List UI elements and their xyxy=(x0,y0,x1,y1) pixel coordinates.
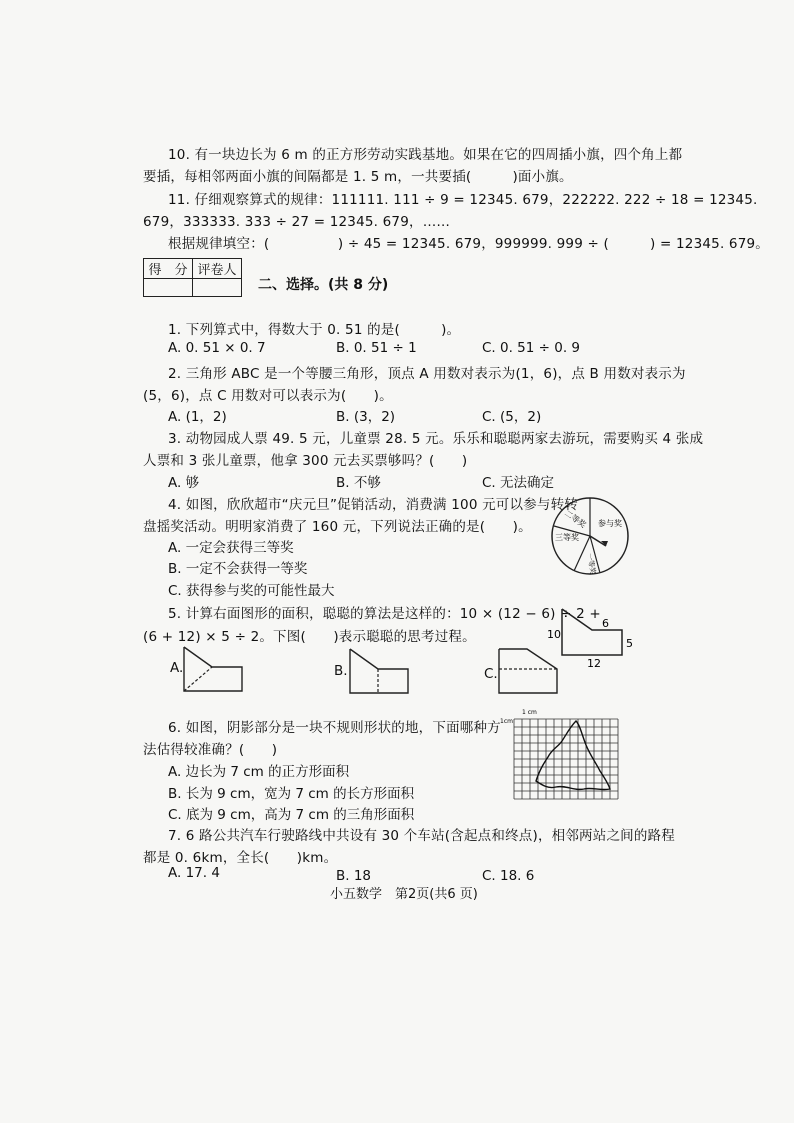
wheel-first-prize: 一等奖 xyxy=(585,552,597,575)
grader-cell[interactable] xyxy=(193,279,242,297)
c7-option-a: A. 17. 4 xyxy=(168,865,220,881)
score-cell[interactable] xyxy=(144,279,193,297)
prize-wheel xyxy=(550,496,630,576)
grid-label-horizontal: 1 cm xyxy=(522,709,537,716)
c3-line2: 人票和 3 张儿童票，他拿 300 元去买票够吗？( ) xyxy=(143,453,468,469)
c5-label-6: 6 xyxy=(602,617,609,630)
c4-line2: 盘摇奖活动。明明家消费了 160 元，下列说法正确的是( )。 xyxy=(143,519,532,535)
q10-line1: 10. 有一块边长为 6 m 的正方形劳动实践基地。如果在它的四周插小旗，四个角上都 xyxy=(168,147,683,163)
page-footer: 小五数学 第2页(共6 页) xyxy=(330,887,478,902)
c5-option-b-figure xyxy=(348,647,410,695)
score-table xyxy=(143,258,242,297)
c2-option-c: C. (5，2) xyxy=(482,409,542,425)
c5-line1: 5. 计算右面图形的面积，聪聪的算法是这样的：10 × (12 − 6) ÷ 2 + xyxy=(168,606,601,622)
c5-line2: (6 + 12) × 5 ÷ 2。下图( )表示聪聪的思考过程。 xyxy=(143,629,476,645)
c2-option-b: B. (3，2) xyxy=(336,409,396,425)
q10-line2: 要插，每相邻两面小旗的间隔都是 1. 5 m，一共要插( )面小旗。 xyxy=(143,169,573,185)
c3-option-a: A. 够 xyxy=(168,475,200,491)
c5-option-c-figure xyxy=(497,647,559,695)
c4-line1: 4. 如图，欣欣超市“庆元旦”促销活动，消费满 100 元可以参与转转 xyxy=(168,497,579,513)
c6-option-a: A. 边长为 7 cm 的正方形面积 xyxy=(168,764,350,780)
c1-stem: 1. 下列算式中，得数大于 0. 51 的是( )。 xyxy=(168,322,461,338)
c4-option-a: A. 一定会获得三等奖 xyxy=(168,540,294,556)
c5-label-5: 5 xyxy=(626,637,633,650)
c6-grid-figure xyxy=(500,705,622,799)
c5-option-c: C. xyxy=(484,666,498,682)
c4-option-c: C. 获得参与奖的可能性最大 xyxy=(168,583,335,599)
c1-option-c: C. 0. 51 ÷ 0. 9 xyxy=(482,340,581,356)
c3-option-c: C. 无法确定 xyxy=(482,475,555,491)
c2-option-a: A. (1，2) xyxy=(168,409,227,425)
c7-line2: 都是 0. 6km，全长( )km。 xyxy=(143,850,338,866)
c6-line1: 6. 如图，阴影部分是一块不规则形状的地，下面哪种方 xyxy=(168,720,501,736)
grid-label-vertical: 1cm xyxy=(500,718,513,725)
c5-label-10: 10 xyxy=(547,628,561,641)
c1-option-a: A. 0. 51 × 0. 7 xyxy=(168,340,266,356)
q11-line3: 根据规律填空：( ) ÷ 45 = 12345. 679，999999. 999 ÷ ( ) = 12345. 679。 xyxy=(168,236,769,252)
c5-option-a: A. xyxy=(170,660,184,676)
q11-line1: 11. 仔细观察算式的规律：111111. 111 ÷ 9 = 12345. 679，222222. 222 ÷ 18 = 12345. xyxy=(168,192,758,208)
wheel-second-prize: 二等奖 xyxy=(562,508,588,530)
c2-line2: (5，6)，点 C 用数对可以表示为( )。 xyxy=(143,388,393,404)
c3-line1: 3. 动物园成人票 49. 5 元，儿童票 28. 5 元。乐乐和聪聪两家去游玩，需要购买 4 张成 xyxy=(168,431,704,447)
c3-option-b: B. 不够 xyxy=(336,475,381,491)
c6-option-b: B. 长为 9 cm，宽为 7 cm 的长方形面积 xyxy=(168,786,415,802)
irregular-shaded-region xyxy=(536,721,610,790)
c6-option-c: C. 底为 9 cm，高为 7 cm 的三角形面积 xyxy=(168,807,415,823)
c4-option-b: B. 一定不会获得一等奖 xyxy=(168,561,308,577)
c6-line2: 法估得较准确？( ) xyxy=(143,742,278,758)
c7-option-b: B. 18 xyxy=(336,868,372,884)
section-title: 二、选择。(共 8 分) xyxy=(258,277,389,293)
c2-line1: 2. 三角形 ABC 是一个等腰三角形，顶点 A 用数对表示为(1，6)，点 B 用数对表示为 xyxy=(168,366,686,382)
c7-option-c: C. 18. 6 xyxy=(482,868,535,884)
q11-line2: 679，333333. 333 ÷ 27 = 12345. 679，…… xyxy=(143,214,451,230)
c5-label-12: 12 xyxy=(587,657,601,670)
wheel-participation-prize: 参与奖 xyxy=(598,519,622,528)
grader-header: 评卷人 xyxy=(193,259,242,279)
c5-option-a-figure xyxy=(182,645,244,693)
c7-line1: 7. 6 路公共汽车行驶路线中共设有 30 个车站(含起点和终点)，相邻两站之间的路程 xyxy=(168,828,675,844)
wheel-third-prize: 三等奖 xyxy=(555,533,579,542)
c1-option-b: B. 0. 51 ÷ 1 xyxy=(336,340,417,356)
score-header: 得 分 xyxy=(144,259,193,279)
c5-option-b: B. xyxy=(334,663,348,679)
